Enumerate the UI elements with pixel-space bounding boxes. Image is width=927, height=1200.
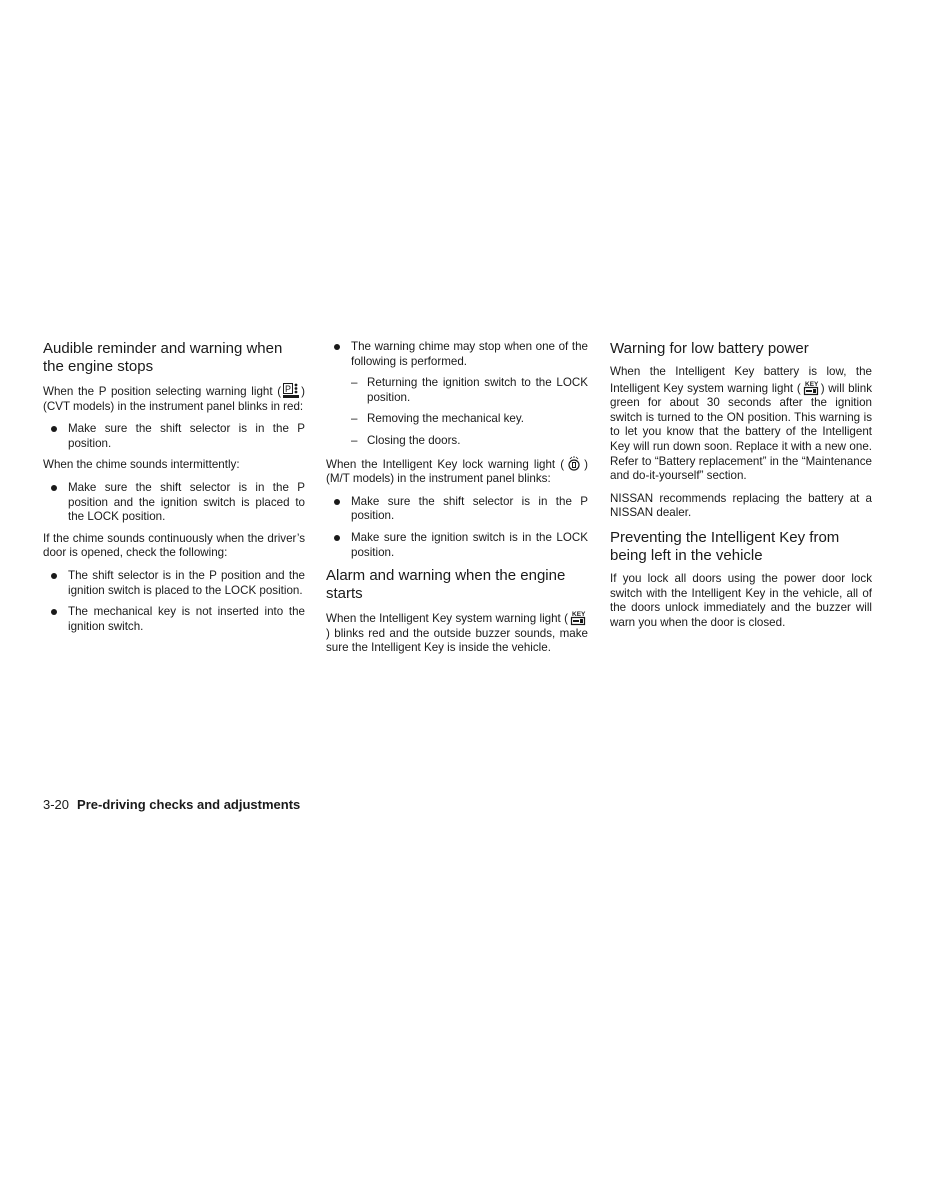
list-item: Make sure the shift selector is in the P position. (43, 422, 305, 451)
section-title: Pre-driving checks and adjustments (77, 797, 301, 812)
key-warning-icon (803, 380, 819, 396)
heading-low-battery: Warning for low battery power (610, 340, 809, 357)
svg-text:KEY: KEY (572, 611, 586, 619)
page-number: 3-20 (43, 797, 70, 812)
list-item: Make sure the shift selector is in the P position. (326, 495, 588, 524)
list-item: The warning chime may stop when one of the following is performed. (326, 340, 588, 369)
list-item: – Removing the mechanical key. (326, 412, 588, 427)
svg-text:P: P (285, 384, 292, 394)
paragraph: When the Intelligent Key lock warning light ( ) (M/T models) in the instrument panel blinks: (326, 457, 588, 486)
heading-alarm-warning: Alarm and warning when the engine starts (326, 567, 566, 603)
page-footer (43, 797, 300, 813)
paragraph: When the Intelligent Key battery is low, the Intelligent Key system warning light ( KEY ) will blink green for about 30 seconds after the ignition switch is turned to the ON position. This warning is to let you know that the battery of the Intelligent Key will run down soon. Replace it with a new one. Refer to “Battery replacement” in the “Maintenance and do-it-yourself” section. (610, 365, 872, 483)
list-item: The mechanical key is not inserted into the ignition switch. (43, 605, 305, 634)
bullet-list (43, 481, 305, 525)
list-item: – Closing the doors. (326, 434, 588, 449)
bullet-list (43, 569, 305, 634)
list-item: Make sure the shift selector is in the P position and the ignition switch is placed to the LOCK position. (43, 481, 305, 525)
column-3 (610, 340, 872, 638)
key-lock-warning-icon (566, 456, 582, 472)
paragraph: When the P position selecting warning light ( P ) (CVT models) in the instrument panel blinks in red: (43, 384, 305, 413)
p-shift-warning-icon (283, 383, 299, 399)
paragraph: NISSAN recommends replacing the battery at a NISSAN dealer. (610, 491, 872, 520)
heading-preventing-key-left: Preventing the Intelligent Key from being left in the vehicle (610, 528, 840, 564)
list-item: – Returning the ignition switch to the LOCK position. (326, 376, 588, 405)
svg-text:KEY: KEY (804, 380, 819, 388)
paragraph: If you lock all doors using the power door lock switch with the Intelligent Key in the vehicle, all of the doors unlock immediately and the buzzer will warn you when the door is closed. (610, 571, 872, 629)
column-2 (326, 340, 588, 664)
bullet-list (43, 422, 305, 451)
paragraph: When the Intelligent Key system warning light ( KEY ) blinks red and the outside buzzer sounds, make sure the Intelligent Key is inside the vehicle. (326, 611, 588, 655)
bullet-list (326, 340, 588, 369)
column-1 (43, 340, 305, 641)
heading-audible-reminder: Audible reminder and warning when the engine stops (43, 340, 283, 375)
paragraph: When the chime sounds intermittently: (43, 458, 240, 472)
list-item: Make sure the ignition switch is in the LOCK position. (326, 531, 588, 560)
paragraph: If the chime sounds continuously when the driver’s door is opened, check the following: (43, 531, 305, 560)
list-item: The shift selector is in the P position and the ignition switch is placed to the LOCK position. (43, 569, 305, 598)
bullet-list (326, 495, 588, 560)
dash-list (326, 376, 588, 448)
key-warning-icon (570, 610, 586, 626)
